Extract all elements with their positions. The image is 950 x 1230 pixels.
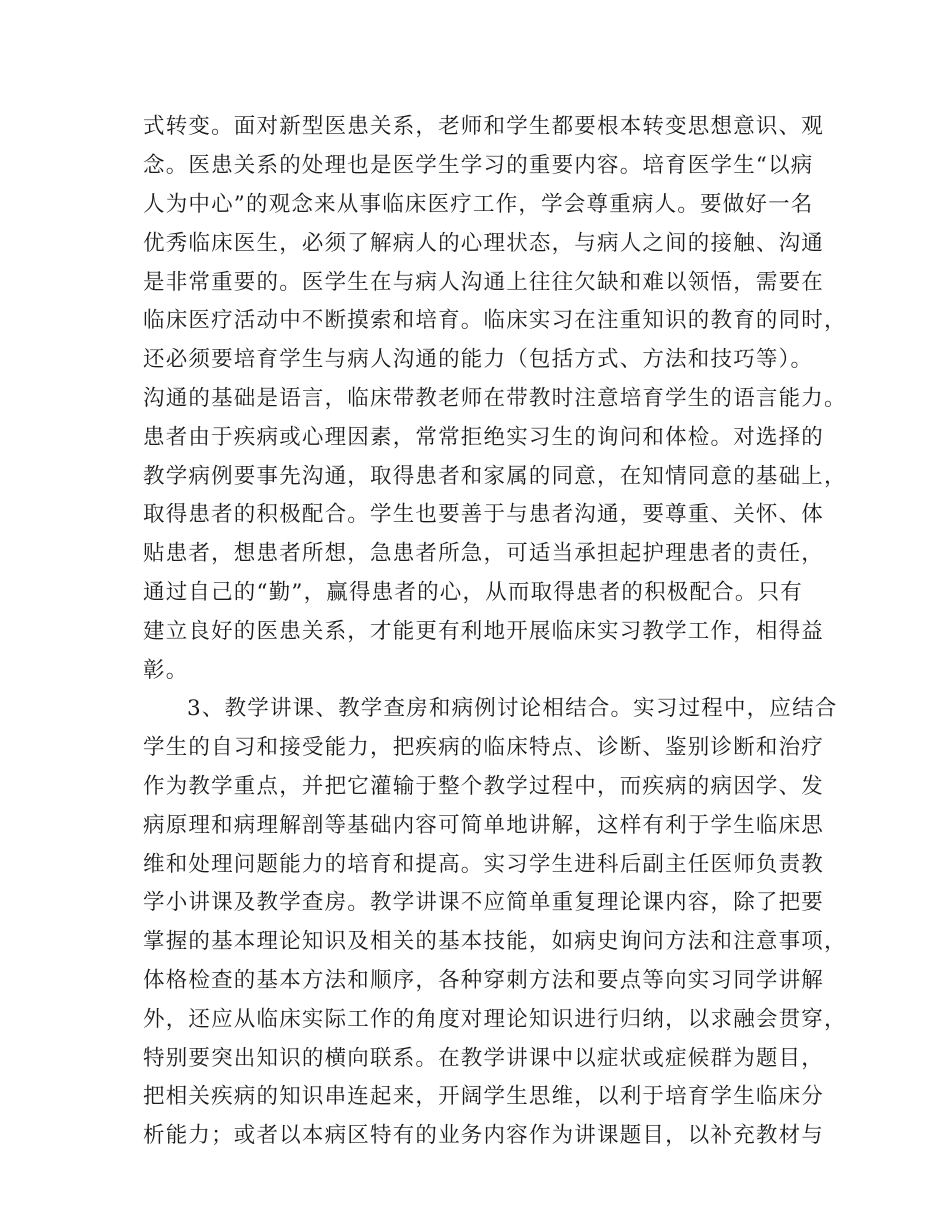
text-line: 临床医疗活动中不断摸索和培育。临床实习在注重知识的教育的同时， xyxy=(143,308,847,333)
text-line: 特别要突出知识的横向联系。在教学讲课中以症状或症候群为题目， xyxy=(143,1046,825,1071)
text-line: 彰。 xyxy=(143,658,189,683)
text-line: 式转变。面对新型医患关系，老师和学生都要根本转变思想意识、观 xyxy=(143,114,825,139)
text-line: 念。医患关系的处理也是医学生学习的重要内容。培育医学生“以病 xyxy=(143,153,814,178)
text-line: 患者由于疾病或心理因素，常常拒绝实习生的询问和体检。对选择的 xyxy=(143,425,825,450)
text-line: 体格检查的基本方法和顺序，各种穿刺方法和要点等向实习同学讲解 xyxy=(143,968,825,993)
text-line: 通过自己的“勤”，赢得患者的心，从而取得患者的积极配合。只有 xyxy=(143,580,803,605)
text-line: 取得患者的积极配合。学生也要善于与患者沟通，要尊重、关怀、体 xyxy=(143,502,825,527)
text-line: 还必须要培育学生与病人沟通的能力（包括方式、方法和技巧等）。 xyxy=(143,347,814,372)
text-line: 沟通的基础是语言，临床带教老师在带教时注意培育学生的语言能力。 xyxy=(143,386,847,411)
text-line: 病原理和病理解剖等基础内容可简单地讲解，这样有利于学生临床思 xyxy=(143,813,825,838)
text-line: 贴患者，想患者所想，急患者所急，可适当承担起护理患者的责任， xyxy=(143,541,825,566)
text-line: 析能力；或者以本病区特有的业务内容作为讲课题目，以补充教材与 xyxy=(143,1123,825,1148)
text-line: 维和处理问题能力的培育和提高。实习学生进科后副主任医师负责教 xyxy=(143,852,825,877)
text-line: 外，还应从临床实际工作的角度对理论知识进行归纳，以求融会贯穿， xyxy=(143,1007,847,1032)
text-line: 作为教学重点，并把它灌输于整个教学过程中，而疾病的病因学、发 xyxy=(143,774,825,799)
text-line: 建立良好的医患关系，才能更有利地开展临床实习教学工作，相得益 xyxy=(143,619,825,644)
text-line: 学生的自习和接受能力，把疾病的临床特点、诊断、鉴别诊断和治疗 xyxy=(143,735,825,760)
text-line: 掌握的基本理论知识及相关的基本技能，如病史询问方法和注意事项， xyxy=(143,929,847,954)
text-line: 人为中心”的观念来从事临床医疗工作，学会尊重病人。要做好一名 xyxy=(143,192,814,217)
text-line: 是非常重要的。医学生在与病人沟通上往往欠缺和难以领悟，需要在 xyxy=(143,270,825,295)
text-line: 把相关疾病的知识串连起来，开阔学生思维，以利于培育学生临床分 xyxy=(143,1084,825,1109)
section-heading-line: 3、教学讲课、教学查房和病例讨论相结合。实习过程中，应结合 xyxy=(187,696,838,721)
text-line: 教学病例要事先沟通，取得患者和家属的同意，在知情同意的基础上， xyxy=(143,464,847,489)
text-line: 学小讲课及教学查房。教学讲课不应简单重复理论课内容，除了把要 xyxy=(143,890,825,915)
text-line: 优秀临床医生，必须了解病人的心理状态，与病人之间的接触、沟通 xyxy=(143,231,825,256)
